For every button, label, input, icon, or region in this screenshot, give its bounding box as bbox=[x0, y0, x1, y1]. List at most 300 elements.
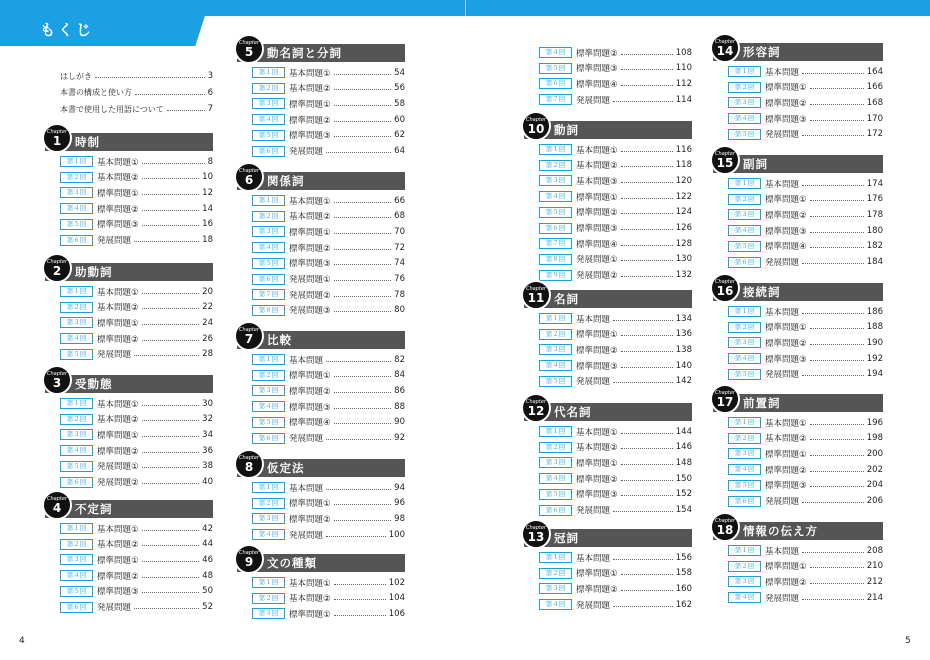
leader-dots bbox=[810, 566, 864, 568]
lesson-number-badge: 第６回 bbox=[539, 505, 572, 516]
lesson-number-badge: 第１回 bbox=[60, 156, 93, 167]
lesson-number-badge: 第３回 bbox=[252, 513, 285, 524]
chapter-heading[interactable] bbox=[237, 327, 405, 349]
leader-dots bbox=[142, 224, 200, 226]
lesson-item[interactable] bbox=[728, 320, 883, 335]
lesson-number-badge: 第５回 bbox=[539, 63, 572, 74]
chapter-number: 18 bbox=[716, 523, 734, 537]
lesson-page: 116 bbox=[675, 144, 692, 155]
lesson-item[interactable] bbox=[539, 424, 692, 439]
leader-dots bbox=[621, 244, 673, 246]
lesson-item[interactable] bbox=[252, 112, 405, 127]
lesson-number-badge: 第１回 bbox=[60, 286, 93, 297]
leader-dots bbox=[142, 339, 200, 341]
lesson-page: 86 bbox=[394, 385, 405, 396]
chapter-title: 関係詞 bbox=[267, 174, 305, 188]
lesson-title: 発展問題 bbox=[289, 434, 324, 444]
lesson-title: 基本問題 bbox=[576, 553, 611, 564]
leader-dots bbox=[334, 583, 386, 585]
chapter-word: Chapter bbox=[47, 259, 67, 265]
lesson-item[interactable] bbox=[539, 550, 692, 565]
lesson-item[interactable] bbox=[539, 327, 692, 342]
lesson-page: 92 bbox=[394, 433, 405, 443]
lesson-number-badge: 第３回 bbox=[539, 457, 572, 468]
lesson-item[interactable] bbox=[252, 352, 405, 367]
chapter-heading[interactable] bbox=[45, 496, 213, 518]
lesson-number-badge: 第６回 bbox=[539, 78, 572, 89]
lesson-item[interactable] bbox=[539, 597, 692, 612]
lesson-item[interactable] bbox=[539, 205, 692, 220]
lesson-page: 114 bbox=[675, 94, 692, 105]
lesson-item[interactable] bbox=[728, 111, 883, 126]
lesson-item[interactable] bbox=[252, 431, 405, 446]
lesson-item[interactable] bbox=[539, 236, 692, 251]
leader-dots bbox=[810, 215, 864, 217]
lesson-item[interactable] bbox=[728, 207, 883, 222]
lesson-page: 154 bbox=[675, 505, 692, 515]
intro-item-page: 6 bbox=[207, 87, 213, 98]
leader-dots bbox=[802, 374, 864, 376]
lesson-item[interactable] bbox=[60, 552, 213, 567]
lesson-item[interactable] bbox=[252, 224, 405, 239]
leader-dots bbox=[810, 485, 864, 487]
leader-dots bbox=[334, 216, 392, 218]
leader-dots bbox=[334, 135, 392, 137]
chapter-number-circle bbox=[710, 273, 740, 303]
lesson-item[interactable] bbox=[252, 193, 405, 208]
lesson-number-badge: 第４回 bbox=[539, 599, 572, 610]
lesson-title: 基本問題② bbox=[97, 540, 139, 551]
page-number-left: 4 bbox=[19, 636, 25, 646]
chapter-heading[interactable] bbox=[713, 518, 883, 540]
lesson-item[interactable] bbox=[728, 478, 883, 493]
lesson-title: 基本問題③ bbox=[576, 176, 618, 187]
lesson-item[interactable] bbox=[728, 431, 883, 446]
lesson-item[interactable] bbox=[60, 521, 213, 536]
lesson-item[interactable] bbox=[728, 255, 883, 270]
chapter-number: 5 bbox=[244, 45, 254, 59]
lesson-item[interactable] bbox=[60, 233, 213, 248]
lesson-item[interactable] bbox=[728, 446, 883, 461]
lesson-page: 36 bbox=[202, 445, 213, 456]
lesson-item[interactable] bbox=[252, 256, 405, 271]
lesson-title: 標準問題① bbox=[97, 555, 139, 566]
lesson-page: 172 bbox=[866, 129, 883, 140]
lesson-page: 80 bbox=[394, 305, 405, 316]
lesson-item[interactable] bbox=[60, 537, 213, 552]
chapter-word: Chapter bbox=[239, 455, 259, 461]
lesson-number-badge: 第４回 bbox=[539, 473, 572, 484]
chapter-heading[interactable] bbox=[524, 399, 692, 421]
lesson-item[interactable] bbox=[539, 342, 692, 357]
lesson-title: 標準問題① bbox=[289, 227, 331, 238]
leader-dots bbox=[326, 360, 391, 362]
chapter-number: 6 bbox=[244, 173, 254, 187]
lesson-number-badge: 第８回 bbox=[539, 254, 572, 265]
lesson-title: 標準問題③ bbox=[97, 220, 139, 231]
chapter-heading[interactable] bbox=[45, 371, 213, 393]
chapter-heading[interactable] bbox=[713, 151, 883, 173]
chapter-heading[interactable] bbox=[45, 259, 213, 281]
lesson-number-badge: 第１回 bbox=[252, 67, 285, 78]
chapter-title: 動詞 bbox=[554, 123, 579, 137]
lesson-title: 基本問題① bbox=[97, 157, 139, 168]
lesson-item[interactable] bbox=[60, 427, 213, 442]
lesson-item[interactable] bbox=[539, 158, 692, 173]
lesson-item[interactable] bbox=[728, 574, 883, 589]
leader-dots bbox=[95, 76, 205, 78]
lesson-title: 標準問題① bbox=[289, 99, 331, 110]
lesson-item[interactable] bbox=[539, 374, 692, 389]
lesson-title: 発展問題 bbox=[97, 350, 132, 361]
lesson-number-badge: 第４回 bbox=[60, 445, 93, 456]
lesson-item[interactable] bbox=[252, 415, 405, 430]
intro-item-label: はしがき bbox=[60, 71, 92, 81]
lesson-number-badge: 第２回 bbox=[539, 329, 572, 340]
intro-item[interactable] bbox=[60, 102, 213, 116]
lesson-title: 標準問題① bbox=[97, 318, 139, 329]
lesson-title: 発展問題② bbox=[97, 478, 139, 488]
leader-dots bbox=[621, 479, 673, 481]
lesson-title: 標準問題① bbox=[765, 449, 807, 460]
lesson-page: 28 bbox=[202, 349, 213, 360]
lesson-item[interactable] bbox=[60, 315, 213, 330]
lesson-title: 標準問題③ bbox=[576, 224, 618, 234]
lesson-item[interactable] bbox=[252, 287, 405, 302]
lesson-title: 標準問題② bbox=[576, 48, 618, 59]
lesson-item[interactable] bbox=[728, 192, 883, 207]
lesson-title: 標準問題② bbox=[97, 446, 139, 457]
lesson-number-badge: 第６回 bbox=[728, 257, 761, 268]
chapter-heading[interactable] bbox=[237, 455, 405, 477]
lesson-title: 発展問題 bbox=[576, 95, 611, 106]
lesson-number-badge: 第９回 bbox=[539, 270, 572, 281]
lesson-item[interactable] bbox=[539, 311, 692, 326]
lesson-page: 40 bbox=[202, 477, 213, 487]
lesson-item[interactable] bbox=[60, 347, 213, 362]
lesson-number-badge: 第６回 bbox=[252, 146, 285, 157]
lesson-item[interactable] bbox=[60, 331, 213, 346]
lesson-number-badge: 第５回 bbox=[539, 207, 572, 218]
lesson-page: 94 bbox=[394, 482, 405, 493]
lesson-item[interactable] bbox=[60, 217, 213, 232]
lesson-item[interactable] bbox=[728, 223, 883, 238]
intro-item[interactable] bbox=[60, 86, 213, 100]
lesson-item[interactable] bbox=[60, 568, 213, 583]
lesson-item[interactable] bbox=[60, 170, 213, 185]
leader-dots bbox=[621, 197, 673, 199]
lesson-item[interactable] bbox=[252, 368, 405, 383]
leader-dots bbox=[810, 246, 864, 248]
lesson-page: 106 bbox=[388, 608, 405, 619]
lesson-item[interactable] bbox=[60, 185, 213, 200]
lesson-title: 標準問題④ bbox=[289, 418, 331, 429]
lesson-page: 18 bbox=[202, 235, 213, 245]
lesson-item[interactable] bbox=[252, 511, 405, 526]
lesson-item[interactable] bbox=[539, 471, 692, 486]
lesson-title: 発展問題 bbox=[97, 236, 132, 246]
leader-dots bbox=[334, 310, 392, 312]
lesson-number-badge: 第７回 bbox=[539, 238, 572, 249]
chapter-title: 名詞 bbox=[554, 292, 579, 306]
chapter-word: Chapter bbox=[715, 390, 735, 396]
lesson-item[interactable] bbox=[539, 503, 692, 518]
lesson-item[interactable] bbox=[728, 494, 883, 509]
lesson-item[interactable] bbox=[60, 300, 213, 315]
lesson-item[interactable] bbox=[539, 440, 692, 455]
leader-dots bbox=[621, 150, 673, 152]
lesson-title: 基本問題① bbox=[576, 145, 618, 156]
leader-dots bbox=[142, 177, 200, 179]
lesson-item[interactable] bbox=[539, 92, 692, 107]
lesson-item[interactable] bbox=[252, 575, 405, 590]
leader-dots bbox=[621, 447, 673, 449]
lesson-number-badge: 第４回 bbox=[728, 225, 761, 236]
lesson-item[interactable] bbox=[60, 201, 213, 216]
lesson-number-badge: 第７回 bbox=[539, 94, 572, 105]
lesson-number-badge: 第５回 bbox=[60, 461, 93, 472]
lesson-title: 基本問題① bbox=[97, 399, 139, 410]
lesson-page: 128 bbox=[675, 238, 692, 249]
lesson-item[interactable] bbox=[60, 443, 213, 458]
chapter-heading[interactable] bbox=[524, 525, 692, 547]
lesson-title: 標準問題② bbox=[765, 577, 807, 588]
lesson-number-badge: 第２回 bbox=[60, 414, 93, 425]
lesson-item[interactable] bbox=[728, 559, 883, 574]
lesson-title: 標準問題① bbox=[576, 569, 618, 580]
lesson-item[interactable] bbox=[728, 64, 883, 79]
lesson-number-badge: 第１回 bbox=[539, 144, 572, 155]
lesson-item[interactable] bbox=[60, 396, 213, 411]
lesson-page: 178 bbox=[866, 209, 883, 220]
leader-dots bbox=[334, 120, 392, 122]
leader-dots bbox=[810, 582, 864, 584]
lesson-number-badge: 第４回 bbox=[60, 570, 93, 581]
lesson-item[interactable] bbox=[252, 383, 405, 398]
chapter-heading[interactable] bbox=[524, 117, 692, 139]
lesson-title: 基本問題 bbox=[765, 179, 800, 190]
lesson-page: 16 bbox=[202, 219, 213, 230]
lesson-page: 98 bbox=[394, 513, 405, 524]
lesson-item[interactable] bbox=[728, 127, 883, 142]
lesson-number-badge: 第２回 bbox=[728, 433, 761, 444]
lesson-number-badge: 第５回 bbox=[728, 369, 761, 380]
lesson-item[interactable] bbox=[252, 128, 405, 143]
chapter-word: Chapter bbox=[526, 525, 546, 531]
lesson-item[interactable] bbox=[252, 606, 405, 621]
lesson-page: 54 bbox=[394, 67, 405, 78]
lesson-page: 138 bbox=[675, 344, 692, 355]
lesson-item[interactable] bbox=[728, 543, 883, 558]
lesson-number-badge: 第１回 bbox=[728, 66, 761, 77]
lesson-page: 176 bbox=[866, 194, 883, 205]
lesson-title: 基本問題② bbox=[576, 443, 618, 454]
chapter-heading[interactable] bbox=[713, 279, 883, 301]
lesson-number-badge: 第４回 bbox=[539, 191, 572, 202]
chapter-word: Chapter bbox=[239, 168, 259, 174]
leader-dots bbox=[334, 73, 392, 75]
lesson-item[interactable] bbox=[539, 45, 692, 60]
lesson-page: 204 bbox=[866, 480, 883, 491]
leader-dots bbox=[621, 68, 673, 70]
leader-dots bbox=[334, 519, 392, 521]
lesson-item[interactable] bbox=[539, 221, 692, 236]
lesson-title: 標準問題③ bbox=[97, 587, 139, 598]
lesson-item[interactable] bbox=[60, 459, 213, 474]
chapter-heading[interactable] bbox=[45, 129, 213, 151]
lesson-item[interactable] bbox=[252, 81, 405, 96]
lesson-page: 194 bbox=[866, 369, 883, 380]
lesson-number-badge: 第２回 bbox=[728, 322, 761, 333]
chapter-number: 9 bbox=[244, 555, 254, 569]
lesson-page: 142 bbox=[675, 376, 692, 387]
lesson-item[interactable] bbox=[728, 351, 883, 366]
lesson-item[interactable] bbox=[728, 367, 883, 382]
lesson-item[interactable] bbox=[728, 239, 883, 254]
leader-dots bbox=[802, 501, 864, 503]
lesson-title: 標準問題② bbox=[576, 584, 618, 595]
chapter-word: Chapter bbox=[526, 117, 546, 123]
lesson-number-badge: 第４回 bbox=[728, 113, 761, 124]
lesson-item[interactable] bbox=[252, 591, 405, 606]
lesson-item[interactable] bbox=[252, 272, 405, 287]
leader-dots bbox=[142, 404, 200, 406]
lesson-number-badge: 第４回 bbox=[728, 592, 761, 603]
lesson-item[interactable] bbox=[728, 590, 883, 605]
lesson-title: 標準問題② bbox=[765, 210, 807, 221]
leader-dots bbox=[334, 614, 386, 616]
lesson-title: 発展問題 bbox=[289, 530, 324, 541]
lesson-page: 146 bbox=[675, 442, 692, 453]
lesson-item[interactable] bbox=[252, 527, 405, 542]
lesson-item[interactable] bbox=[728, 80, 883, 95]
lesson-number-badge: 第５回 bbox=[728, 480, 761, 491]
intro-item[interactable] bbox=[60, 69, 213, 83]
lesson-item[interactable] bbox=[539, 142, 692, 157]
leader-dots bbox=[802, 72, 864, 74]
chapter-number: 8 bbox=[244, 460, 254, 474]
chapter-number-circle bbox=[42, 253, 72, 283]
lesson-title: 基本問題 bbox=[289, 355, 324, 366]
lesson-item[interactable] bbox=[539, 581, 692, 596]
lesson-title: 標準問題① bbox=[576, 192, 618, 203]
lesson-item[interactable] bbox=[539, 358, 692, 373]
lesson-page: 134 bbox=[675, 313, 692, 324]
lesson-item[interactable] bbox=[252, 240, 405, 255]
leader-dots bbox=[142, 544, 200, 546]
lesson-title: 基本問題① bbox=[289, 196, 331, 207]
chapter-word: Chapter bbox=[239, 327, 259, 333]
lesson-title: 標準問題③ bbox=[289, 259, 331, 270]
lesson-number-badge: 第１回 bbox=[252, 577, 285, 588]
lesson-item[interactable] bbox=[539, 252, 692, 267]
lesson-item[interactable] bbox=[252, 96, 405, 111]
leader-dots bbox=[326, 151, 391, 153]
lesson-page: 150 bbox=[675, 473, 692, 484]
lesson-title: 発展問題 bbox=[765, 593, 800, 604]
chapter-heading[interactable] bbox=[237, 168, 405, 190]
lesson-number-badge: 第２回 bbox=[252, 593, 285, 604]
lesson-item[interactable] bbox=[728, 176, 883, 191]
lesson-number-badge: 第３回 bbox=[728, 209, 761, 220]
lesson-page: 78 bbox=[394, 289, 405, 300]
lesson-item[interactable] bbox=[539, 173, 692, 188]
intro-item-label: 本書で使用した用語について bbox=[60, 104, 164, 114]
chapter-heading[interactable] bbox=[713, 39, 883, 61]
lesson-item[interactable] bbox=[252, 399, 405, 414]
lesson-item[interactable] bbox=[539, 189, 692, 204]
lesson-page: 110 bbox=[675, 63, 692, 74]
lesson-item[interactable] bbox=[252, 480, 405, 495]
leader-dots bbox=[802, 312, 864, 314]
lesson-title: 発展問題① bbox=[289, 275, 331, 285]
lesson-item[interactable] bbox=[728, 415, 883, 430]
lesson-title: 発展問題 bbox=[576, 600, 611, 611]
chapter-number-circle bbox=[234, 449, 264, 479]
chapter-heading[interactable] bbox=[237, 550, 405, 572]
lesson-page: 188 bbox=[866, 322, 883, 333]
lesson-item[interactable] bbox=[539, 487, 692, 502]
chapter-heading[interactable] bbox=[237, 40, 405, 62]
lesson-item[interactable] bbox=[252, 65, 405, 80]
lesson-item[interactable] bbox=[539, 455, 692, 470]
lesson-item[interactable] bbox=[60, 584, 213, 599]
lesson-title: 基本問題① bbox=[289, 578, 331, 589]
lesson-item[interactable] bbox=[728, 304, 883, 319]
lesson-item[interactable] bbox=[539, 268, 692, 283]
lesson-item[interactable] bbox=[728, 95, 883, 110]
lesson-item[interactable] bbox=[60, 600, 213, 615]
lesson-number-badge: 第２回 bbox=[728, 561, 761, 572]
chapter-number: 1 bbox=[52, 134, 62, 148]
lesson-number-badge: 第１回 bbox=[728, 306, 761, 317]
lesson-number-badge: 第３回 bbox=[252, 226, 285, 237]
lesson-item[interactable] bbox=[728, 462, 883, 477]
lesson-number-badge: 第８回 bbox=[252, 305, 285, 316]
lesson-number-badge: 第１回 bbox=[252, 482, 285, 493]
leader-dots bbox=[142, 435, 200, 437]
chapter-heading[interactable] bbox=[524, 286, 692, 308]
lesson-page: 60 bbox=[394, 114, 405, 125]
leader-dots bbox=[334, 503, 392, 505]
lesson-title: 基本問題① bbox=[289, 68, 331, 79]
lesson-item[interactable] bbox=[60, 412, 213, 427]
lesson-title: 標準問題④ bbox=[576, 239, 618, 250]
leader-dots bbox=[326, 488, 391, 490]
lesson-item[interactable] bbox=[539, 61, 692, 76]
lesson-item[interactable] bbox=[539, 566, 692, 581]
lesson-item[interactable] bbox=[252, 209, 405, 224]
lesson-number-badge: 第３回 bbox=[60, 187, 93, 198]
lesson-page: 8 bbox=[207, 156, 213, 167]
lesson-item[interactable] bbox=[252, 303, 405, 318]
leader-dots bbox=[621, 366, 673, 368]
lesson-item[interactable] bbox=[539, 76, 692, 91]
chapter-number: 2 bbox=[52, 264, 62, 278]
lesson-item[interactable] bbox=[728, 335, 883, 350]
chapter-word: Chapter bbox=[526, 399, 546, 405]
chapter-number-circle bbox=[42, 123, 72, 153]
leader-dots bbox=[621, 494, 673, 496]
lesson-page: 182 bbox=[866, 241, 883, 252]
lesson-item[interactable] bbox=[60, 154, 213, 169]
lesson-item[interactable] bbox=[252, 496, 405, 511]
leader-dots bbox=[810, 87, 864, 89]
lesson-item[interactable] bbox=[252, 144, 405, 159]
lesson-item[interactable] bbox=[60, 284, 213, 299]
lesson-item[interactable] bbox=[60, 475, 213, 490]
chapter-heading[interactable] bbox=[713, 390, 883, 412]
